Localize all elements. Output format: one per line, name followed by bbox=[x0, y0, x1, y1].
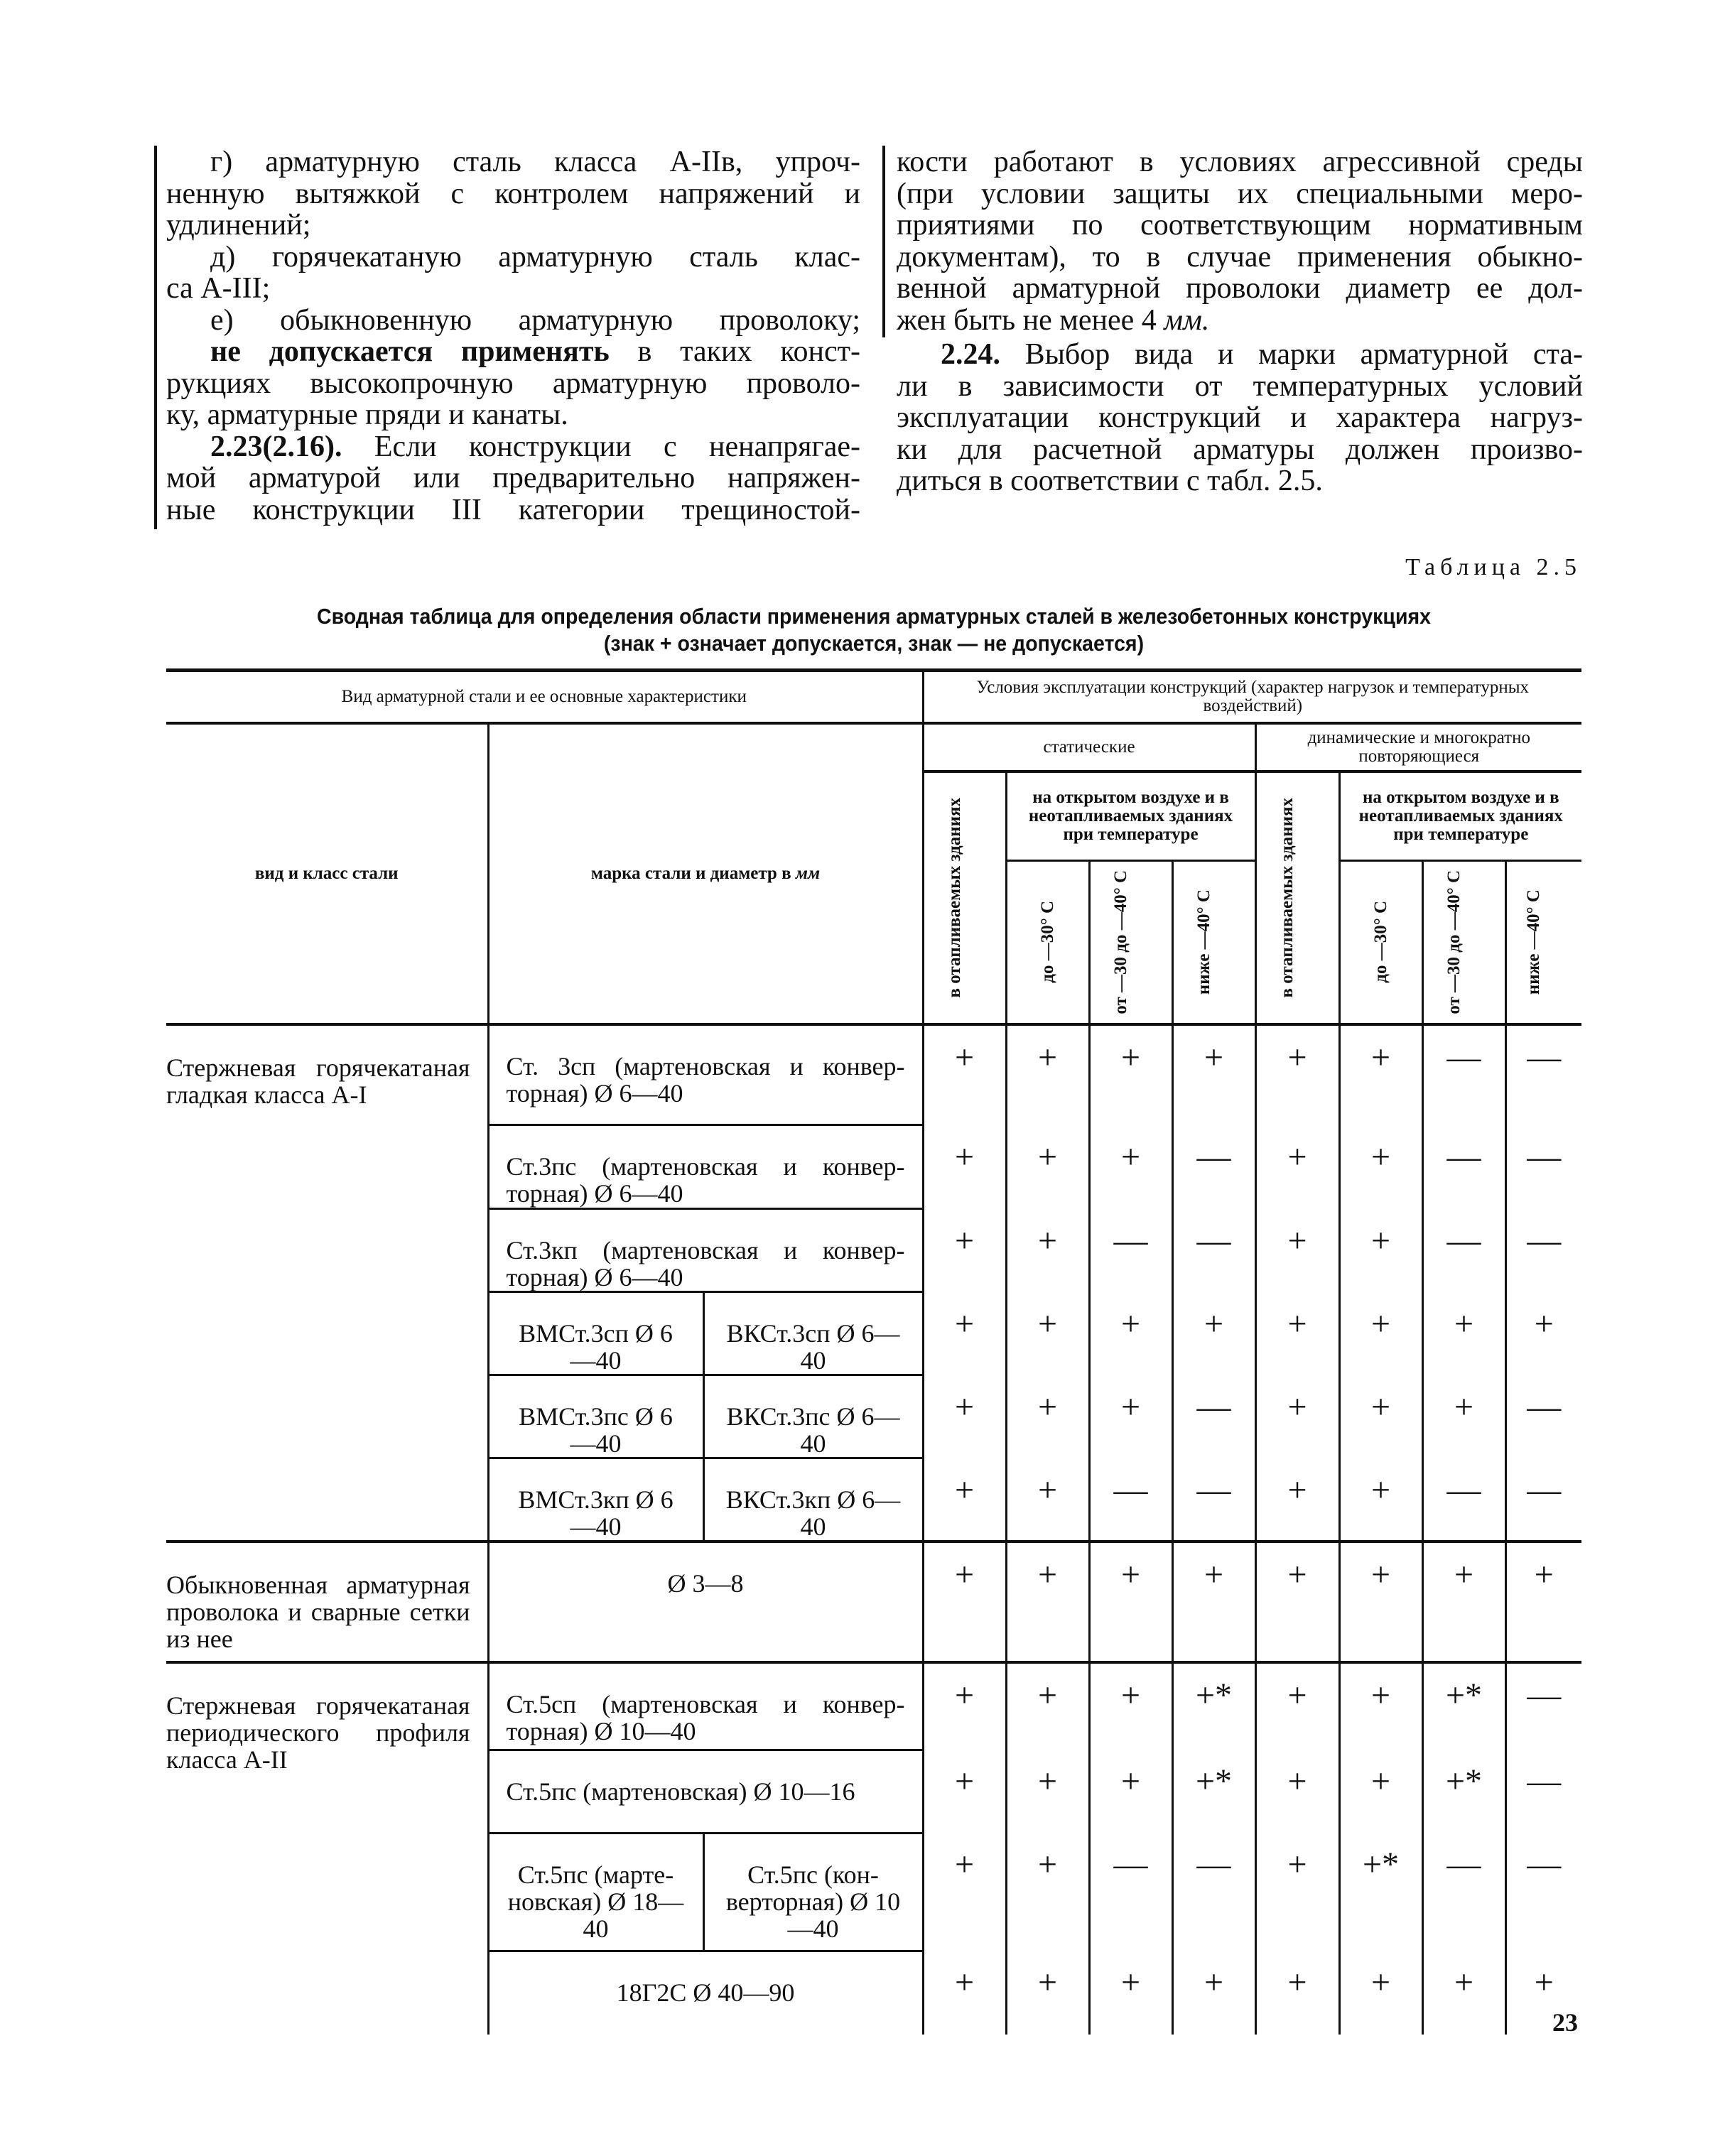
line-text: эксплуатации конструкций и характера нагруз- bbox=[897, 401, 1583, 434]
line-text: г) арматурную сталь класса А-IIв, упроч- bbox=[210, 146, 860, 178]
permitted-mark: + bbox=[1172, 1951, 1255, 2035]
not-permitted-mark: — bbox=[1505, 1125, 1581, 1209]
permitted-mark: + bbox=[1006, 1750, 1089, 1833]
bold-text: 2.24. bbox=[941, 338, 1000, 371]
permitted-mark: + bbox=[1422, 1951, 1505, 2035]
steel-grade-cell: Ст.3кп (мартеновская и конвер-торная) Ø 6—40 bbox=[488, 1209, 923, 1292]
header-d-t1-text: до —30° С bbox=[1371, 901, 1391, 984]
header-s-t2 bbox=[1089, 861, 1172, 1024]
not-permitted-mark: — bbox=[1505, 1750, 1581, 1833]
steel-grade-cell: ВМСт.3сп Ø 6—40 bbox=[488, 1292, 703, 1375]
header-dynamic-heated-text: в отапливаемых зданиях bbox=[1277, 797, 1297, 998]
steel-grade-cell: Ст.5сп (мартеновская и конвер-торная) Ø 10—40 bbox=[488, 1662, 923, 1750]
permitted-mark: +* bbox=[1339, 1833, 1422, 1951]
header-s-t2-text: от —30 до —40° С bbox=[1110, 870, 1130, 1014]
line-text: документам), то в случае применения обыкно- bbox=[897, 240, 1583, 273]
header-grade-diameter bbox=[488, 723, 923, 1024]
permitted-mark: + bbox=[1172, 1542, 1255, 1662]
permitted-mark: + bbox=[1255, 1662, 1339, 1750]
permitted-mark: + bbox=[1339, 1125, 1422, 1209]
permitted-mark: + bbox=[1255, 1375, 1339, 1458]
line-text: ку, арматурные пряди и канаты. bbox=[166, 399, 568, 431]
not-permitted-mark: — bbox=[1089, 1458, 1172, 1542]
text-line bbox=[897, 339, 1583, 371]
permitted-mark: + bbox=[1089, 1662, 1172, 1750]
steel-grade-cell: Ст.3пс (мартеновская и конвер-торная) Ø 6—40 bbox=[488, 1125, 923, 1209]
text-line bbox=[897, 402, 1583, 434]
permitted-mark: + bbox=[923, 1292, 1006, 1375]
table-row bbox=[166, 1024, 1581, 1125]
text-line bbox=[166, 368, 860, 400]
header-dynamic: динамические и многократно повторяющиеся bbox=[1255, 723, 1581, 771]
text-line bbox=[166, 336, 860, 368]
line-text: ли в зависимости от температурных условий bbox=[897, 369, 1583, 403]
line-text: жен быть не менее 4 bbox=[897, 303, 1164, 337]
permitted-mark: + bbox=[1505, 1951, 1581, 2035]
line-text: диться в соответствии с табл. 2.5. bbox=[897, 465, 1323, 497]
permitted-mark: + bbox=[1089, 1024, 1172, 1125]
header-s-t3 bbox=[1172, 861, 1255, 1024]
permitted-mark: + bbox=[1255, 1292, 1339, 1375]
text-line bbox=[897, 178, 1583, 210]
header-conditions: Условия эксплуатации конструкций (характер нагрузок и температурных воздействий) bbox=[923, 671, 1581, 723]
steel-grade-cell: Ст. 3сп (мартеновская и конвер-торная) Ø 6—40 bbox=[488, 1024, 923, 1125]
text-line bbox=[897, 371, 1583, 403]
line-text: (при условии защиты их специальными меро- bbox=[897, 177, 1583, 210]
not-permitted-mark: — bbox=[1172, 1833, 1255, 1951]
header-s-t1-text: до —30° С bbox=[1038, 901, 1058, 984]
not-permitted-mark: — bbox=[1505, 1458, 1581, 1542]
permitted-mark: +* bbox=[1422, 1750, 1505, 1833]
permitted-mark: + bbox=[1172, 1024, 1255, 1125]
permitted-mark: + bbox=[1089, 1750, 1172, 1833]
header-dynamic-outdoor: на открытом воздухе и в неотапливаемых зданиях при температуре bbox=[1339, 771, 1581, 861]
permitted-mark: + bbox=[1006, 1458, 1089, 1542]
permitted-mark: + bbox=[923, 1375, 1006, 1458]
text-line bbox=[166, 494, 860, 526]
permitted-mark: + bbox=[1339, 1292, 1422, 1375]
header-grade-unit: мм bbox=[795, 863, 821, 883]
permitted-mark: + bbox=[1089, 1125, 1172, 1209]
steel-grade-cell: ВМСт.3кп Ø 6—40 bbox=[488, 1458, 703, 1542]
text-line bbox=[166, 273, 860, 305]
table-caption: Сводная таблица для определения области применения арматурных сталей в железобетонных конструкциях bbox=[316, 604, 1432, 629]
header-dynamic-heated bbox=[1255, 771, 1339, 1024]
permitted-mark: + bbox=[1006, 1024, 1089, 1125]
steel-kind-cell: Стержневая горячекатаная гладкая класса А-I bbox=[166, 1024, 488, 1542]
header-s-t1 bbox=[1006, 861, 1089, 1024]
not-permitted-mark: — bbox=[1505, 1024, 1581, 1125]
line-text: е) обыкновенную арматурную проволоку; bbox=[210, 303, 860, 337]
text-column-left bbox=[166, 146, 860, 526]
text-line bbox=[166, 178, 860, 210]
permitted-mark: + bbox=[1339, 1750, 1422, 1833]
not-permitted-mark: — bbox=[1422, 1458, 1505, 1542]
not-permitted-mark: — bbox=[1422, 1209, 1505, 1292]
text-line bbox=[897, 434, 1583, 466]
table-row bbox=[166, 1542, 1581, 1662]
bold-text: 2.23(2.16). bbox=[210, 430, 342, 463]
permitted-mark: + bbox=[1006, 1292, 1089, 1375]
permitted-mark: + bbox=[1255, 1542, 1339, 1662]
line-text: са А-III; bbox=[166, 272, 271, 305]
header-kind-class: вид и класс стали bbox=[166, 723, 488, 1024]
margin-bar-left bbox=[154, 146, 157, 529]
permitted-mark: + bbox=[1339, 1024, 1422, 1125]
line-text: мой арматурой или предварительно напряжен- bbox=[166, 462, 860, 494]
permitted-mark: + bbox=[1255, 1209, 1339, 1292]
permitted-mark: + bbox=[1006, 1542, 1089, 1662]
text-line bbox=[897, 210, 1583, 242]
line-text: рукциях высокопрочную арматурную проволо- bbox=[166, 367, 860, 400]
steel-application-table bbox=[166, 668, 1581, 2035]
steel-grade-cell: Ст.5пс (мартеновская) Ø 10—16 bbox=[488, 1750, 923, 1833]
permitted-mark: +* bbox=[1422, 1662, 1505, 1750]
permitted-mark: + bbox=[1339, 1662, 1422, 1750]
text-line bbox=[166, 305, 860, 337]
italic-text: мм. bbox=[1164, 303, 1210, 337]
permitted-mark: + bbox=[1089, 1542, 1172, 1662]
permitted-mark: + bbox=[1255, 1024, 1339, 1125]
not-permitted-mark: — bbox=[1505, 1833, 1581, 1951]
line-text: удлинений; bbox=[166, 209, 311, 242]
permitted-mark: + bbox=[1422, 1375, 1505, 1458]
text-line bbox=[166, 399, 860, 431]
text-line bbox=[166, 242, 860, 273]
not-permitted-mark: — bbox=[1505, 1375, 1581, 1458]
line-text: д) горячекатаную арматурную сталь клас- bbox=[210, 240, 860, 273]
text-line bbox=[897, 305, 1583, 337]
permitted-mark: +* bbox=[1172, 1750, 1255, 1833]
not-permitted-mark: — bbox=[1172, 1375, 1255, 1458]
permitted-mark: + bbox=[1422, 1292, 1505, 1375]
text-line bbox=[897, 242, 1583, 273]
steel-kind-cell: Обыкновенная арматурная проволока и сварные сетки из нее bbox=[166, 1542, 488, 1662]
permitted-mark: + bbox=[1172, 1292, 1255, 1375]
line-text: Если конструкции с ненапрягае- bbox=[342, 430, 860, 463]
permitted-mark: + bbox=[1006, 1375, 1089, 1458]
permitted-mark: + bbox=[1255, 1833, 1339, 1951]
text-line bbox=[897, 465, 1583, 497]
steel-grade-cell: Ст.5пс (кон-верторная) Ø 10—40 bbox=[703, 1833, 923, 1951]
header-static: статические bbox=[923, 723, 1255, 771]
not-permitted-mark: — bbox=[1089, 1209, 1172, 1292]
permitted-mark: + bbox=[1255, 1458, 1339, 1542]
not-permitted-mark: — bbox=[1505, 1662, 1581, 1750]
line-text: кости работают в условиях агрессивной среды bbox=[897, 146, 1583, 178]
header-grade-text: марка стали и диаметр в bbox=[590, 863, 796, 883]
line-text: в таких конст- bbox=[609, 335, 860, 368]
not-permitted-mark: — bbox=[1422, 1125, 1505, 1209]
header-static-heated bbox=[923, 771, 1006, 1024]
text-line bbox=[897, 273, 1583, 305]
steel-grade-cell: ВКСт.3сп Ø 6—40 bbox=[703, 1292, 923, 1375]
header-d-t2 bbox=[1422, 861, 1505, 1024]
header-d-t3-text: ниже —40° С bbox=[1524, 889, 1544, 995]
header-s-t3-text: ниже —40° С bbox=[1194, 889, 1213, 995]
permitted-mark: + bbox=[1422, 1542, 1505, 1662]
not-permitted-mark: — bbox=[1172, 1125, 1255, 1209]
line-text: ненную вытяжкой с контролем напряжений и bbox=[166, 177, 860, 210]
not-permitted-mark: — bbox=[1505, 1209, 1581, 1292]
margin-bar-right bbox=[882, 146, 885, 337]
not-permitted-mark: — bbox=[1089, 1833, 1172, 1951]
line-text: ные конструкции III категории трещиностой- bbox=[166, 493, 860, 526]
header-d-t2-text: от —30 до —40° С bbox=[1444, 870, 1464, 1014]
permitted-mark: + bbox=[923, 1750, 1006, 1833]
permitted-mark: + bbox=[1006, 1209, 1089, 1292]
not-permitted-mark: — bbox=[1172, 1458, 1255, 1542]
permitted-mark: + bbox=[1089, 1951, 1172, 2035]
not-permitted-mark: — bbox=[1422, 1833, 1505, 1951]
permitted-mark: + bbox=[923, 1209, 1006, 1292]
text-column-right bbox=[897, 146, 1583, 497]
header-d-t1 bbox=[1339, 861, 1422, 1024]
permitted-mark: + bbox=[923, 1662, 1006, 1750]
table-label: Таблица 2.5 bbox=[1405, 554, 1581, 580]
permitted-mark: + bbox=[1089, 1292, 1172, 1375]
header-static-heated-text: в отапливаемых зданиях bbox=[944, 797, 964, 998]
permitted-mark: + bbox=[1006, 1662, 1089, 1750]
steel-grade-cell: Ст.5пс (марте-новская) Ø 18—40 bbox=[488, 1833, 703, 1951]
permitted-mark: + bbox=[1255, 1125, 1339, 1209]
steel-grade-cell: 18Г2С Ø 40—90 bbox=[488, 1951, 923, 2035]
not-permitted-mark: — bbox=[1422, 1024, 1505, 1125]
permitted-mark: + bbox=[1339, 1209, 1422, 1292]
text-line bbox=[166, 431, 860, 463]
table-caption-note: (знак + означает допускается, знак — не допускается) bbox=[603, 631, 1145, 656]
table-body bbox=[166, 1024, 1581, 2035]
permitted-mark: + bbox=[1339, 1951, 1422, 2035]
table-row bbox=[166, 1662, 1581, 1750]
line-text: венной арматурной проволоки диаметр ее дол- bbox=[897, 272, 1583, 305]
permitted-mark: + bbox=[1339, 1375, 1422, 1458]
permitted-mark: + bbox=[1255, 1750, 1339, 1833]
permitted-mark: + bbox=[1255, 1951, 1339, 2035]
permitted-mark: +* bbox=[1172, 1662, 1255, 1750]
line-text: ки для расчетной арматуры должен произво- bbox=[897, 433, 1583, 466]
line-text: Выбор вида и марки арматурной ста- bbox=[1000, 338, 1583, 371]
permitted-mark: + bbox=[1006, 1833, 1089, 1951]
permitted-mark: + bbox=[923, 1458, 1006, 1542]
bold-text: не допускается применять bbox=[210, 335, 610, 368]
steel-grade-cell: ВКСт.3кп Ø 6—40 bbox=[703, 1458, 923, 1542]
permitted-mark: + bbox=[1089, 1375, 1172, 1458]
permitted-mark: + bbox=[1339, 1542, 1422, 1662]
permitted-mark: + bbox=[923, 1024, 1006, 1125]
page-number: 23 bbox=[1552, 2008, 1578, 2037]
steel-grade-cell: ВМСт.3пс Ø 6—40 bbox=[488, 1375, 703, 1458]
steel-grade-cell: Ø 3—8 bbox=[488, 1542, 923, 1662]
permitted-mark: + bbox=[1505, 1542, 1581, 1662]
permitted-mark: + bbox=[1505, 1292, 1581, 1375]
text-line bbox=[166, 462, 860, 494]
permitted-mark: + bbox=[1006, 1125, 1089, 1209]
text-line bbox=[897, 146, 1583, 178]
permitted-mark: + bbox=[923, 1833, 1006, 1951]
permitted-mark: + bbox=[923, 1542, 1006, 1662]
permitted-mark: + bbox=[1339, 1458, 1422, 1542]
permitted-mark: + bbox=[923, 1125, 1006, 1209]
steel-grade-cell: ВКСт.3пс Ø 6—40 bbox=[703, 1375, 923, 1458]
text-line bbox=[166, 146, 860, 178]
header-static-outdoor: на открытом воздухе и в неотапливаемых зданиях при температуре bbox=[1006, 771, 1255, 861]
permitted-mark: + bbox=[923, 1951, 1006, 2035]
permitted-mark: + bbox=[1006, 1951, 1089, 2035]
text-line bbox=[166, 210, 860, 242]
line-text: приятиями по соответствующим нормативным bbox=[897, 209, 1583, 242]
steel-kind-cell: Стержневая горячекатаная периодического профиля класса А-II bbox=[166, 1691, 470, 1775]
not-permitted-mark: — bbox=[1172, 1209, 1255, 1292]
header-steel: Вид арматурной стали и ее основные характеристики bbox=[166, 671, 923, 723]
header-d-t3 bbox=[1505, 861, 1581, 1024]
